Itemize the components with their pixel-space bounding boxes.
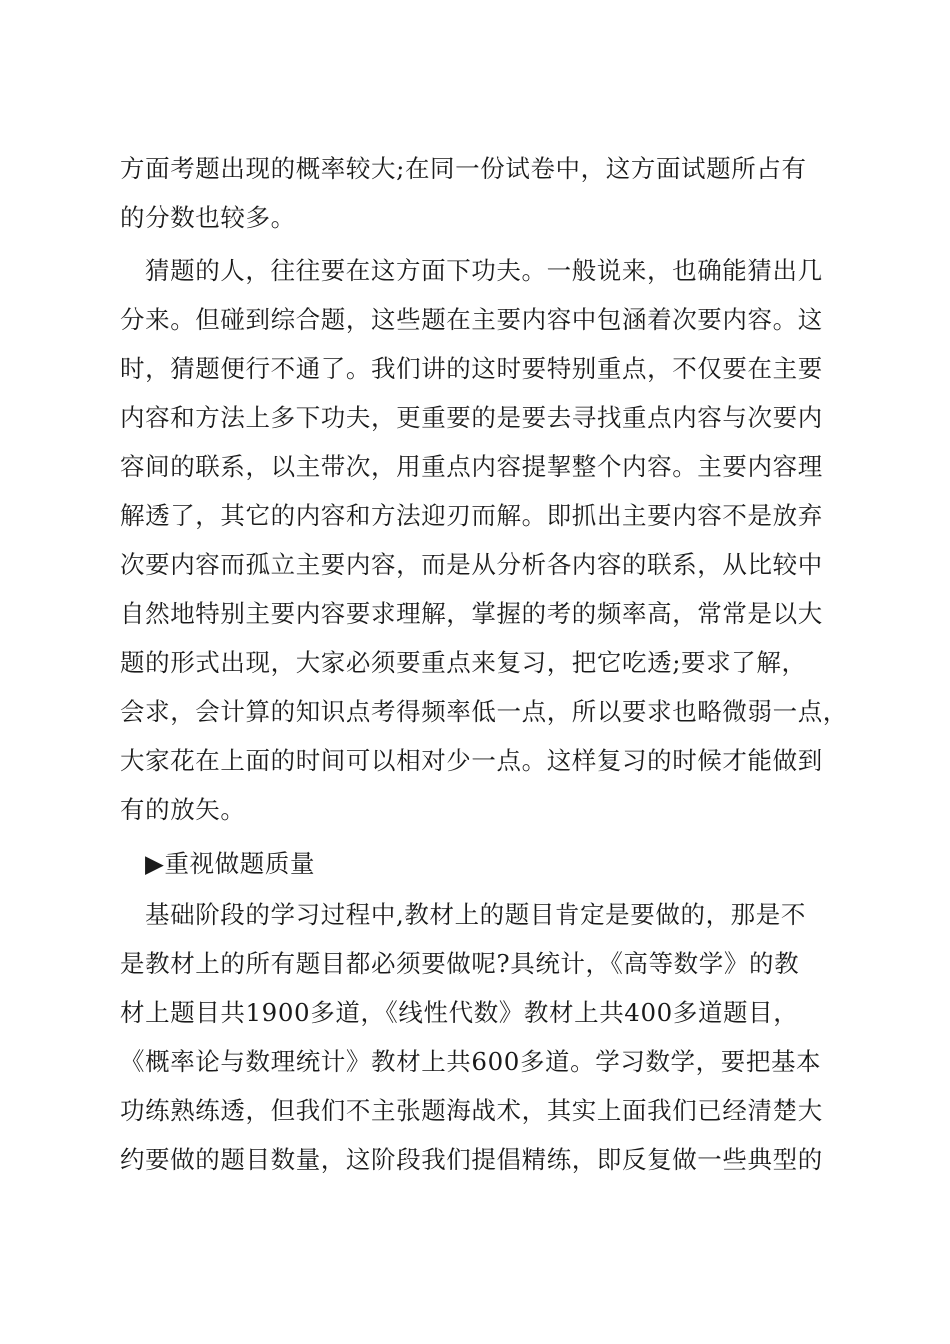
- text-line: 题的形式出现，大家必须要重点来复习，把它吃透;要求了解，: [120, 648, 807, 677]
- text-line: 时，猜题便行不通了。我们讲的这时要特别重点，不仅要在主要: [120, 354, 823, 383]
- text-line: 大家花在上面的时间可以相对少一点。这样复习的时候才能做到: [120, 746, 823, 775]
- text-line: 约要做的题目数量，这阶段我们提倡精练，即反复做一些典型的: [120, 1145, 823, 1174]
- section-heading: ▶重视做题质量: [145, 849, 316, 878]
- text-line: 次要内容而孤立主要内容，而是从分析各内容的联系，从比较中: [120, 550, 823, 579]
- text-line: 《概率论与数理统计》教材上共600多道。学习数学，要把基本: [120, 1047, 822, 1076]
- text-line: 自然地特别主要内容要求理解，掌握的考的频率高，常常是以大: [120, 599, 823, 628]
- text-line: 是教材上的所有题目都必须要做呢?具统计，《高等数学》的教: [120, 949, 800, 978]
- text-line: 功练熟练透，但我们不主张题海战术，其实上面我们已经清楚大: [120, 1096, 823, 1125]
- text-line: 的分数也较多。: [120, 203, 296, 232]
- text-line: 容间的联系，以主带次，用重点内容提挈整个内容。主要内容理: [120, 452, 823, 481]
- text-line: 分来。但碰到综合题，这些题在主要内容中包涵着次要内容。这: [120, 305, 823, 334]
- text-line: 解透了，其它的内容和方法迎刃而解。即抓出主要内容不是放弃: [120, 501, 823, 530]
- text-line: 方面考题出现的概率较大;在同一份试卷中，这方面试题所占有: [120, 154, 807, 183]
- text-line: 会求，会计算的知识点考得频率低一点，所以要求也略微弱一点，: [120, 697, 848, 726]
- text-line: 内容和方法上多下功夫，更重要的是要去寻找重点内容与次要内: [120, 403, 823, 432]
- paragraph-start-line: 猜题的人，往往要在这方面下功夫。一般说来，也确能猜出几: [145, 256, 823, 285]
- paragraph-start-line: 基础阶段的学习过程中,教材上的题目肯定是要做的，那是不: [145, 900, 806, 929]
- text-line: 有的放矢。: [120, 795, 246, 824]
- text-line: 材上题目共1900多道，《线性代数》教材上共400多道题目，: [120, 998, 799, 1027]
